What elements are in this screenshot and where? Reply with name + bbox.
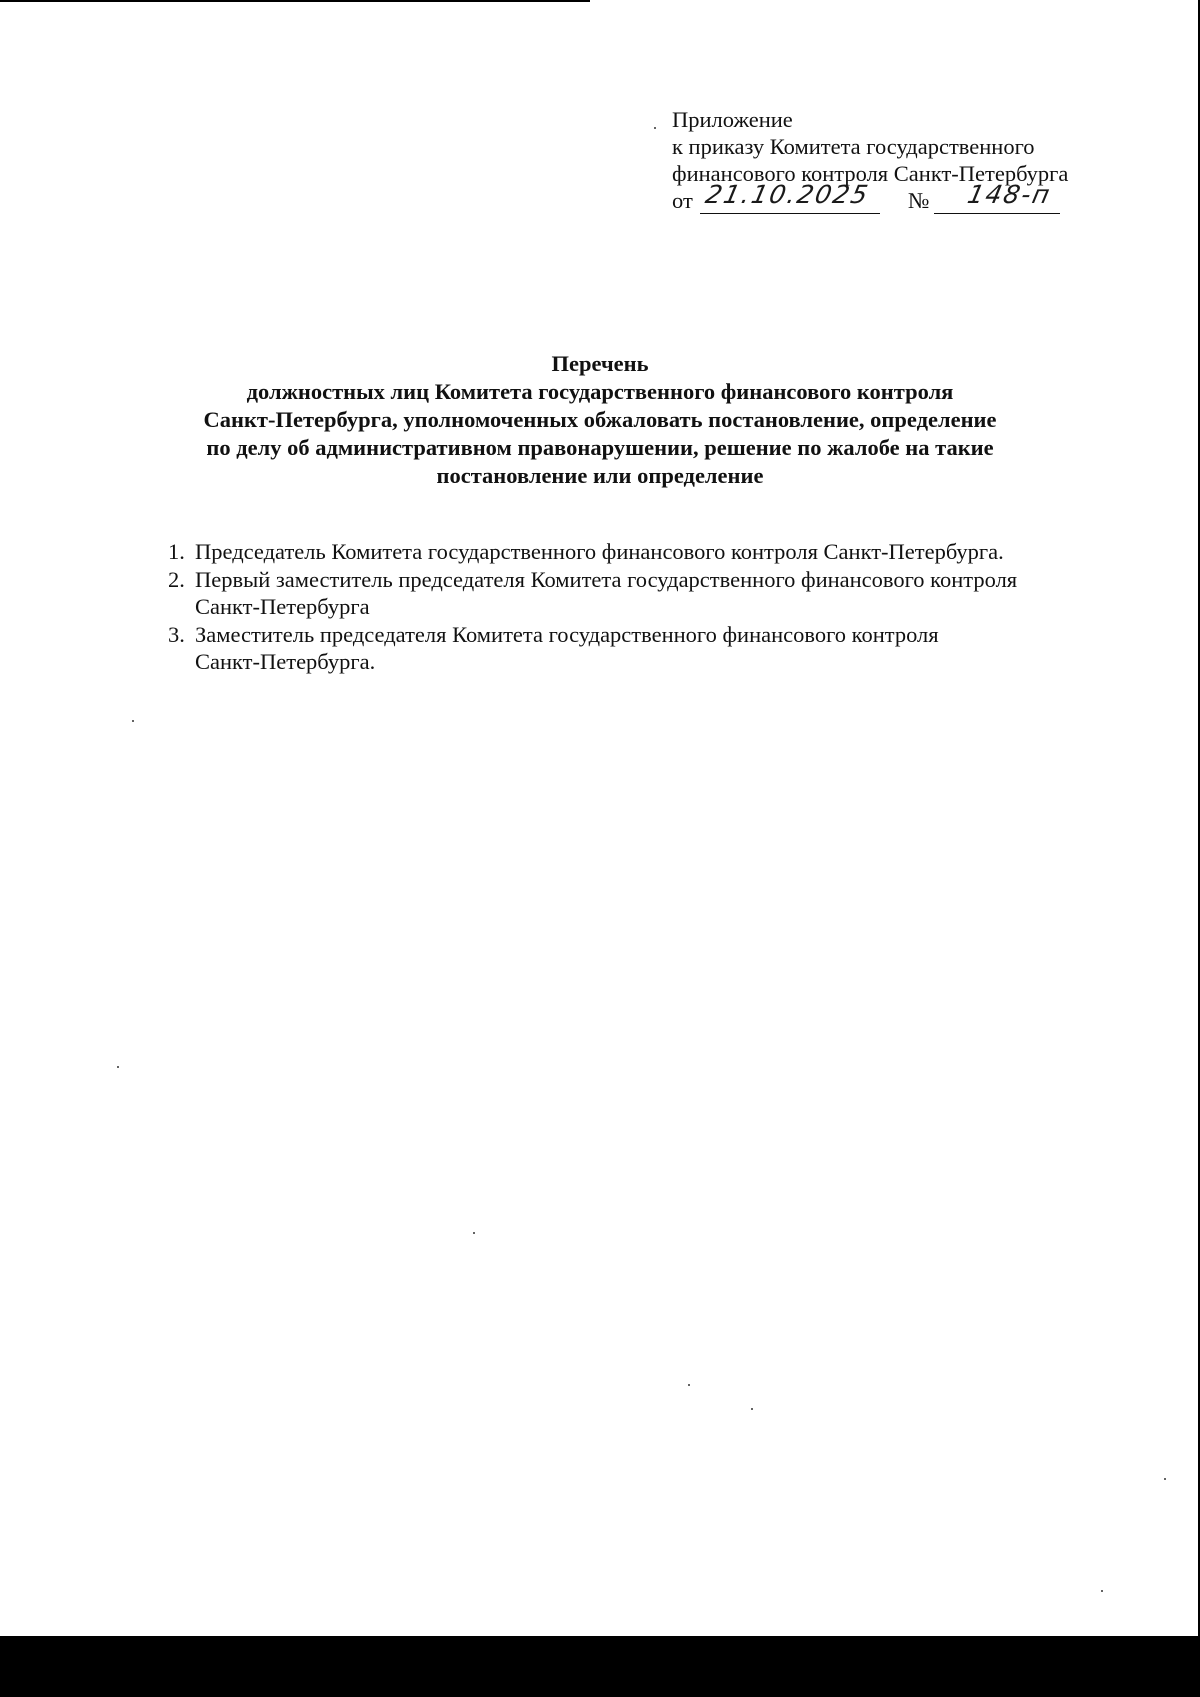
appendix-order-line: к приказу Комитета государственного: [672, 134, 1035, 159]
handwritten-number: 148-п: [964, 180, 1055, 209]
appendix-committee-line: финансового контроля Санкт-Петербурга: [672, 161, 1069, 186]
scan-speck: [1101, 1590, 1103, 1592]
list-item-text: Заместитель председателя Комитета государственного финансового контроля: [195, 621, 939, 647]
list-item: [168, 566, 1128, 621]
list-item-text-continued: Санкт-Петербурга: [195, 594, 370, 619]
document-title: [140, 350, 1060, 490]
scan-edge-bottom: [0, 1636, 1200, 1697]
scan-speck: [132, 720, 134, 722]
list-item-text: Первый заместитель председателя Комитета государственного финансового контроля: [195, 566, 1018, 592]
scan-speck: [1164, 1478, 1166, 1480]
scan-speck: [473, 1232, 475, 1234]
number-label: №: [908, 188, 930, 213]
scan-speck: [751, 1408, 753, 1410]
list-item: [168, 538, 1128, 566]
officials-list: [168, 538, 1128, 676]
title-line: постановление или определение: [436, 463, 764, 488]
list-item-text-continued: Санкт-Петербурга.: [195, 649, 376, 674]
list-item-number: 3.: [168, 621, 185, 647]
scan-speck: [688, 1384, 690, 1386]
title-line: по делу об административном правонарушении, решение по жалобе на такие: [206, 435, 994, 460]
scan-edge-top: [0, 0, 590, 2]
title-heading: Перечень: [551, 351, 649, 376]
list-item-number: 1.: [168, 539, 185, 564]
order-date-number-row: [672, 180, 1112, 214]
list-item: [168, 621, 1128, 676]
title-line: должностных лиц Комитета государственного финансового контроля: [246, 379, 954, 404]
handwritten-date: 21.10.2025: [702, 180, 873, 209]
list-item-text: Председатель Комитета государственного финансового контроля Санкт-Петербурга.: [195, 539, 1004, 564]
number-field: [934, 180, 1060, 214]
appendix-title: Приложение: [672, 107, 793, 132]
list-item-number: 2.: [168, 566, 185, 592]
date-field: [700, 180, 880, 214]
appendix-header: [672, 106, 1112, 214]
title-line: Санкт-Петербурга, уполномоченных обжаловать постановление, определение: [203, 407, 997, 432]
date-label: от: [672, 188, 693, 213]
scan-speck: [654, 127, 656, 129]
scan-speck: [117, 1066, 119, 1068]
